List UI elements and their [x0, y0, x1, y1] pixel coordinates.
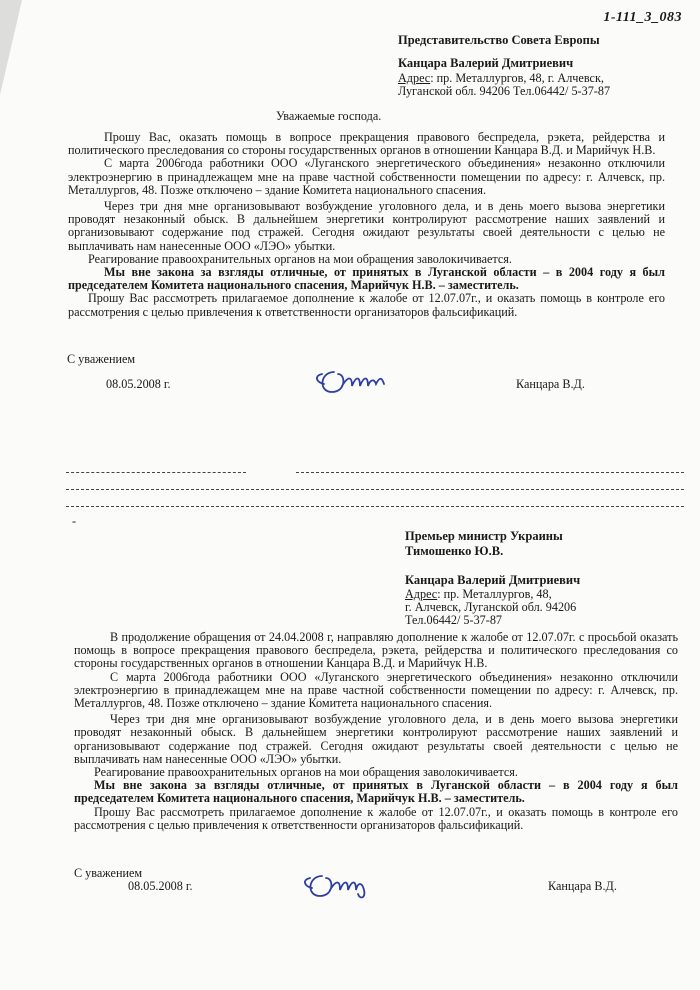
letter1-date: 08.05.2008 г. — [106, 377, 171, 391]
letter2-paragraph-3: Через три дня мне организовывают возбуждение уголовного дела, и в день моего вызова энергетики проводят незаконный обыск. В дальнейшем энергетики контролируют рассмотрение наших заявлений и организовывают содержание под стражей. Сегодня ожидают результаты своей деятельности с целью не выплачивать нам нанесенные ООО «ЛЭО» убытки. — [74, 712, 678, 766]
letter2-recipient-line1: Премьер министр Украины — [405, 529, 563, 543]
letter1-paragraph-1: Прошу Вас, оказать помощь в вопросе прекращения правового беспредела, рэкета, рейдерства и политического преследования со стороны государственных органов в отношении Канцара В.Д. и Марийчук Н.В. — [68, 130, 665, 158]
separator-line-3 — [66, 506, 684, 507]
letter2-address — [405, 588, 665, 628]
letter1-body — [68, 131, 665, 319]
address-line1: : пр. Металлургов, 48, — [437, 587, 552, 601]
letter1-closing: С уважением — [67, 352, 136, 366]
letter2-signer: Канцара В.Д. — [548, 879, 617, 893]
separator-line-left — [66, 472, 246, 473]
letter1-greeting: Уважаемые господа. — [276, 109, 382, 123]
letter1-address — [398, 72, 678, 98]
address-line2: г. Алчевск, Луганской обл. 94206 — [405, 600, 577, 615]
letter1-paragraph-6: Прошу Вас рассмотреть прилагаемое дополнение к жалобе от 12.07.07г., и оказать помощь в контроле его рассмотрения с целью привлечения к ответственности организаторов фальсификаций. — [68, 291, 665, 319]
letter2-sender-name: Канцара Валерий Дмитриевич — [405, 573, 581, 587]
letter2-paragraph-1: В продолжение обращения от 24.04.2008 г, направляю дополнение к жалобе от 12.07.07г. с просьбой оказать помощь в вопросе прекращения правового беспредела, рэкета, рейдерства и политического преследования со стороны государственных органов в отношении Канцара В.Д. и Марийчук Н.В. — [74, 630, 678, 671]
separator-line-2 — [66, 489, 684, 490]
separator-marker: - — [72, 514, 77, 528]
document-id: 1-111_3_083 — [603, 10, 682, 25]
separator-line-right — [296, 472, 684, 473]
letter1-paragraph-5: Мы вне закона за взгляды отличные, от принятых в Луганской области – в 2004 году я был председателем Комитета национального спасения, Марийчук Н.В. – заместитель. — [68, 265, 665, 293]
letter1-paragraph-3: Через три дня мне организовывают возбуждение уголовного дела, и в день моего вызова энергетики проводят незаконный обыск. В дальнейшем энергетики контролируют рассмотрение наших заявлений и организовывают содержание под стражей. Сегодня ожидают результаты своей деятельности с целью не выплачивать нам нанесенные ООО «ЛЭО» убытки. — [68, 199, 665, 253]
letter2-signature — [300, 866, 400, 902]
letter1-signature — [312, 362, 412, 398]
letter2-paragraph-2: С марта 2006года работники ООО «Луганского энергетического объединения» незаконно отключили электроэнергию в принадлежащем мне на праве частной собственности помещении по адресу: г. Алчевск, пр. Металлургов, 48. Позже отключено – здание Комитета национального спасения. — [74, 669, 678, 711]
letter2-date: 08.05.2008 г. — [128, 879, 193, 893]
letter2-paragraph-6: Прошу Вас рассмотреть прилагаемое дополнение к жалобе от 12.07.07г., и оказать помощь в контроле его рассмотрения с целью привлечения к ответственности организаторов фальсификаций. — [74, 804, 678, 832]
address-line1: : пр. Металлургов, 48, г. Алчевск, — [430, 71, 604, 85]
letter2-recipient-line2: Тимошенко Ю.В. — [405, 544, 504, 558]
letter1-recipient: Представительство Совета Европы — [398, 33, 600, 47]
letter2-paragraph-4: Реагирование правоохранительных органов на мои обращения заволокичивается. — [94, 765, 518, 780]
letter2-paragraph-5: Мы вне закона за взгляды отличные, от принятых в Луганской области – в 2004 году я был председателем Комитета национального спасения, Марийчук Н.В. – заместитель. — [74, 778, 678, 806]
letter1-sender-name: Канцара Валерий Дмитриевич — [398, 56, 574, 70]
address-line2: Луганской обл. 94206 Тел.06442/ 5-37-87 — [398, 84, 611, 99]
address-label: Адрес — [405, 587, 438, 601]
letter2-body — [74, 631, 678, 832]
letter2-closing: С уважением — [74, 866, 143, 880]
page-fold-shadow — [0, 0, 22, 95]
address-line3: Тел.06442/ 5-37-87 — [405, 613, 503, 628]
address-label: Адрес — [398, 71, 431, 85]
letter1-paragraph-2: С марта 2006года работники ООО «Луганского энергетического объединения» незаконно отключили электроэнергию в принадлежащем мне на праве частной собственности помещении по адресу: г. Алчевск, пр. Металлургов, 48. Позже отключено – здание Комитета национального спасения. — [68, 156, 665, 197]
letter1-paragraph-4: Реагирование правоохранительных органов на мои обращения заволокичивается. — [88, 251, 512, 266]
letter1-signer: Канцара В.Д. — [516, 377, 585, 391]
